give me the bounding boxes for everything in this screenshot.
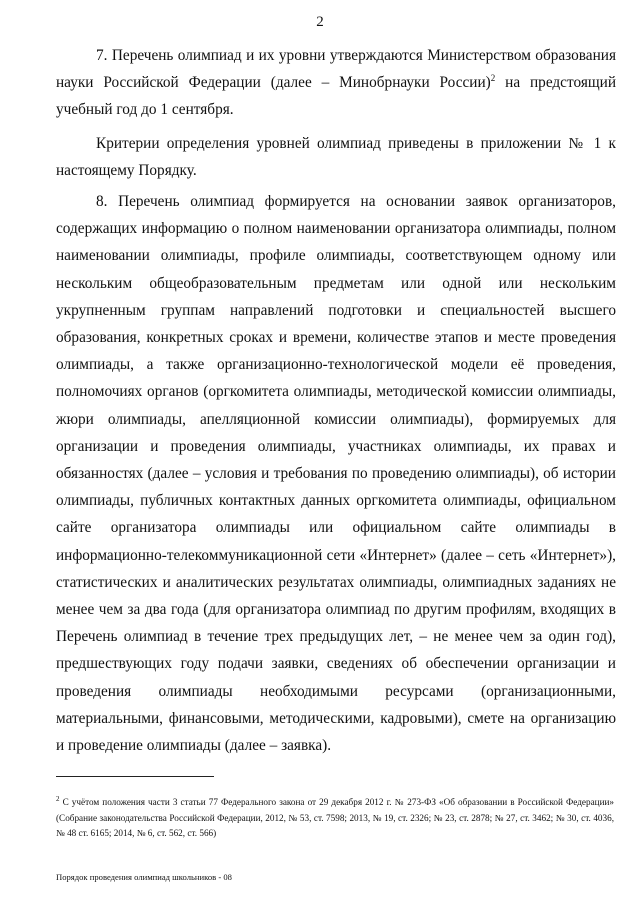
footnote-reference[interactable]: 2 (490, 73, 496, 84)
document-body (56, 42, 616, 759)
footnote-text: С учётом положения части 3 статьи 77 Федерального закона от 29 декабря 2012 г. № 273-ФЗ «Об образовании в Российской Федерации» (Собрание законодательства Российской Федерации, 2012, № 53, ст. 7598; 2013, № 19, ст. 2326; № 23, ст. 2878; № 27, ст. 3462; № 30, ст. 4036, № 48 ст. 6165; 2014, № 6, ст. 562, ст. 566) (56, 797, 615, 838)
paragraph-8: 8. Перечень олимпиад формируется на основании заявок организаторов, содержащих информацию о полном наименовании организатора олимпиады, полном наименовании олимпиады, профиле олимпиады, соответствующем одному или нескольким общеобразовательным предметам или одной или нескольким укрупненным группам направлений подготовки и специальностей высшего образования, конкретных сроках и времени, количестве этапов и месте проведения олимпиады, а также организационно-технологической модели её проведения, полномочиях органов (оргкомитета олимпиады, методической комиссии олимпиады, жюри олимпиады, апелляционной комиссии олимпиады), формируемых для организации и проведения олимпиады, участниках олимпиады, их правах и обязанностях (далее – условия и требования по проведению олимпиады), об истории олимпиады, публичных контактных данных оргкомитета олимпиады, официальном сайте организатора олимпиады или официальном сайте олимпиады в информационно-телекоммуникационной сети «Интернет» (далее – сеть «Интернет»), статистических и аналитических результатах олимпиады, олимпиадных заданиях не менее чем за два года (для организатора олимпиад по другим профилям, входящих в Перечень олимпиад в течение трех предыдущих лет, – не менее чем за один год), предшествующих году подачи заявки, сведениях об обеспечении организации и проведения олимпиады необходимыми ресурсами (организационными, материальными, финансовыми, методическими, кадровыми), смете на организацию и проведение олимпиады (далее – заявка). (56, 193, 616, 755)
footnote-separator (56, 776, 214, 777)
footnote-mark: 2 (56, 795, 60, 803)
document-footer: Порядок проведения олимпиад школьников - 08 (56, 872, 232, 882)
page-number: 2 (316, 14, 324, 30)
paragraph-7-text: 7. Перечень олимпиад и их уровни утверждаются Министерством образования науки Российской Федерации (далее – Минобрнауки России) (56, 47, 616, 92)
paragraph-criteria: Критерии определения уровней олимпиад приведены в приложении № 1 к настоящему Порядку. (56, 134, 616, 179)
paragraph-7 (56, 42, 616, 124)
paragraph-7-text-end: на предстоящий учебный год до 1 сентября. (56, 74, 617, 119)
footnote (56, 795, 614, 842)
